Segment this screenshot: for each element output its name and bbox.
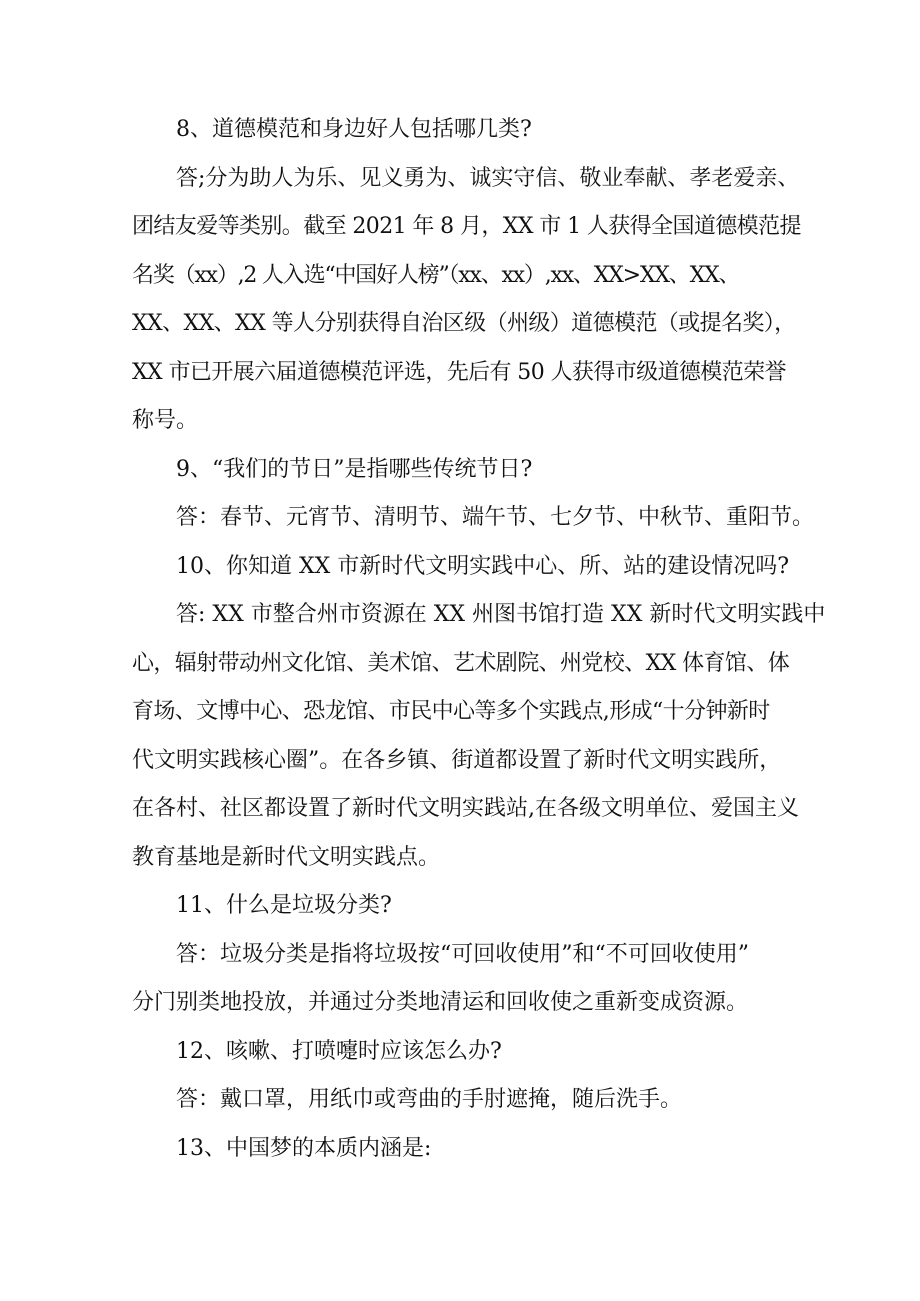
answer-11 [132, 931, 812, 1028]
answer-12: 答：戴口罩，用纸巾或弯曲的手肘遮掩，随后洗手。 [176, 1087, 683, 1112]
question-9: 9、“我们的节日”是指哪些传统节日? [176, 456, 533, 482]
question-10: 10、你知道 XX 市新时代文明实践中心、所、站的建设情况吗? [176, 553, 790, 579]
answer-8 [132, 155, 812, 446]
answer-8-line-2: 团结友爱等类别。截至 2021 年 8 月，XX 市 1 人获得全国道德模范提 [132, 214, 801, 239]
answer-10-line-4: 代文明实践核心圈”。在各乡镇、街道都设置了新时代文明实践所， [132, 747, 782, 773]
answer-10-line-3: 育场、文博中心、恐龙馆、市民中心等多个实践点,形成“十分钟新时 [132, 699, 770, 724]
question-13: 13、中国梦的本质内涵是: [176, 1135, 432, 1161]
document-body [132, 106, 826, 1173]
question-11: 11、什么是垃圾分类? [176, 893, 392, 918]
answer-8-line-3: 名奖（xx）,2 人入选“中国好人榜”（xx、xx）,xx、XX>XX、XX、 [132, 262, 740, 288]
answer-9: 答：春节、元宵节、清明节、端午节、七夕节、中秋节、重阳节。 [176, 505, 815, 530]
answer-8-line-5: XX 市已开展六届道德模范评选，先后有 50 人获得市级道德模范荣誉 [132, 359, 786, 385]
question-8: 8、道德模范和身边好人包括哪几类? [176, 117, 532, 142]
answer-10-line-1: 答: XX 市整合州市资源在 XX 州图书馆打造 XX 新时代文明实践中 [176, 602, 826, 627]
question-12: 12、咳嗽、打喷嚏时应该怎么办? [176, 1038, 502, 1064]
answer-8-line-1: 答;分为助人为乐、见义勇为、诚实守信、敬业奉献、孝老爱亲、 [176, 165, 800, 191]
answer-10 [132, 591, 826, 882]
answer-8-line-6: 称号。 [132, 408, 199, 433]
answer-11-line-1: 答：垃圾分类是指将垃圾按“可回收使用”和“不可回收使用” [176, 941, 749, 967]
answer-10-line-5: 在各村、社区都设置了新时代文明实践站,在各级文明单位、爱国主义 [132, 796, 799, 821]
answer-10-line-6: 教育基地是新时代文明实践点。 [132, 844, 441, 870]
answer-11-line-2: 分门别类地投放，并通过分类地清运和回收使之重新变成资源。 [132, 990, 749, 1015]
answer-10-line-2: 心，辐射带动州文化馆、美术馆、艺术剧院、州党校、XX 体育馆、体 [132, 650, 790, 676]
answer-8-line-4: XX、XX、XX 等人分别获得自治区级（州级）道德模范（或提名奖）， [132, 311, 796, 336]
